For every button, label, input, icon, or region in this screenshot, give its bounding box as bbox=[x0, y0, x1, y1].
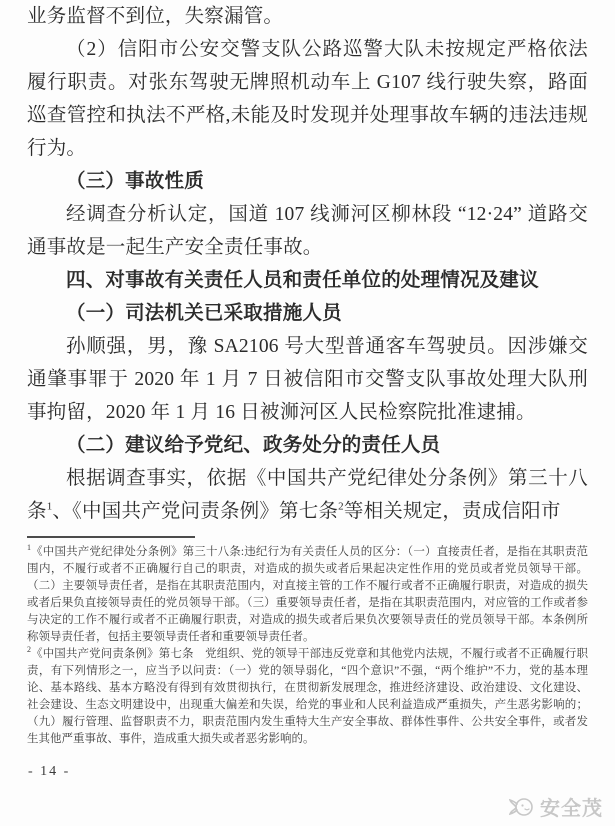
heading-accident-nature: （三）事故性质 bbox=[66, 171, 204, 192]
heading-discipline-recommendation: （二）建议给予党纪、政务处分的责任人员 bbox=[66, 435, 441, 456]
footnote-2 bbox=[27, 646, 588, 748]
watermark-text: 安全茂 bbox=[540, 798, 603, 820]
paragraph-text: 根据调查事实，依据《中国共产党纪律处分条例》第三十八条 bbox=[27, 468, 588, 522]
footnote-text: 《中国共产党纪律处分条例》第三十八条:违纪行为有关责任人员的区分：（一）直接责任者，是指在其职责范围内，不履行或者不正确履行自己的职责，对造成的损失或者后果起决定性作用的党员或者党员领导干部。（二）主要领导责任者，是指在其职责范围内，对直接主管的工作不履行或者不正确履行职责，对造成的损失或者后果负直接领导责任的党员领导干部。（三）重要领导责任者，是指在其职责范围内，对应管的工作或者参与决定的工作不履行或者不正确履行职责，对造成的损失或者后果负次要领导责任的党员领导干部。本条例所称领导责任者，包括主要领导责任者和重要领导责任者。 bbox=[27, 546, 588, 643]
paragraph: 孙顺强，男，豫 SA2106 号大型普通客车驾驶员。因涉嫌交通肇事罪于 2020 年 1 月 7 日被信阳市交警支队事故处理大队刑事拘留，2020 年 1 月 16 日被浉河区人民检察院批准逮捕。 bbox=[27, 336, 588, 423]
document-body bbox=[27, 0, 588, 528]
paragraph-text: 等相关规定，责成信阳市 bbox=[343, 501, 561, 522]
footnote-ref-1: 1 bbox=[46, 500, 53, 513]
paragraph: （2）信阳市公安交警支队公路巡警大队未按规定严格依法履行职责。对张东驾驶无牌照机动车上 G107 线行驶失察，路面巡查管控和执法不严格,未能及时发现并处理事故车辆的违法违规行为。 bbox=[27, 39, 588, 159]
footnote-marker-2: 2 bbox=[27, 645, 31, 655]
paragraph-continuation: 业务监督不到位，失察漏管。 bbox=[27, 6, 284, 27]
footnote-text: 《中国共产党问责条例》第七条 党组织、党的领导干部违反党章和其他党内法规，不履行或者不正确履行职责，有下列情形之一，应当予以问责：（一）党的领导弱化，“四个意识”不强，“两个维护”不力，党的基本理论、基本路线、基本方略没有得到有效贯彻执行，在贯彻新发展理念，推进经济建设、政治建设、文化建设、社会建设、生态文明建设中，出现重大偏差和失误，给党的事业和人民利益造成严重损失，产生恶劣影响的；（九）履行管理、监督职责不力，职责范围内发生重特大生产安全事故、群体性事件、公共安全事件，或者发生其他严重事故、事件，造成重大损失或者恶劣影响的。 bbox=[27, 648, 588, 745]
fish-mascot-icon bbox=[509, 796, 535, 818]
paragraph-text: 、《中国共产党问责条例》第七条 bbox=[52, 501, 339, 522]
heading-judicial-measures: （一）司法机关已采取措施人员 bbox=[66, 303, 342, 324]
paragraph: 经调查分析认定，国道 107 线浉河区柳林段 “12·24” 道路交通事故是一起生产安全责任事故。 bbox=[27, 204, 588, 258]
paragraph-with-footnote-refs bbox=[27, 462, 588, 528]
footnote-1 bbox=[27, 544, 588, 646]
footnote-ref-2: 2 bbox=[338, 500, 344, 513]
footnote-marker-1: 1 bbox=[27, 543, 31, 553]
watermark bbox=[509, 792, 603, 821]
page-number: - 14 - bbox=[28, 764, 71, 779]
footnote-divider bbox=[27, 536, 195, 538]
footnotes-section bbox=[27, 536, 588, 748]
heading-section-four: 四、对事故有关责任人员和责任单位的处理情况及建议 bbox=[66, 269, 539, 291]
